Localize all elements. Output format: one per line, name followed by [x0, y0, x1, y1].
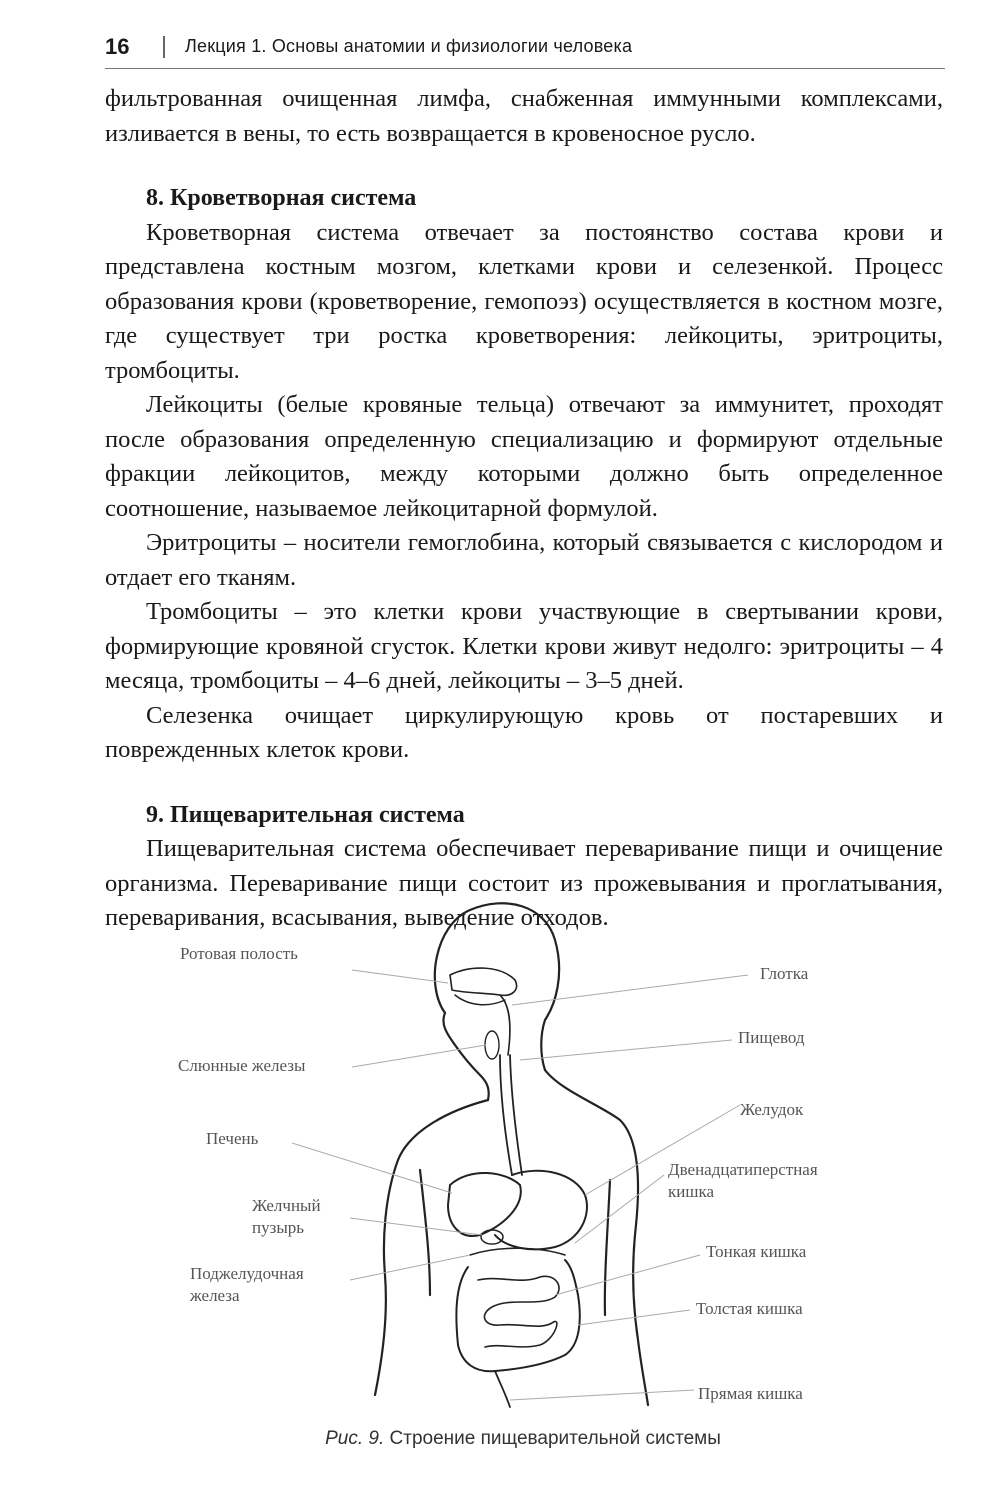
body-text [105, 82, 943, 936]
gallbladder-shape [481, 1230, 503, 1244]
label-oral-cavity: Ротовая полость [180, 944, 298, 963]
label-liver: Печень [206, 1129, 259, 1148]
label-gallbladder: Желчный пузырь [252, 1196, 321, 1237]
small-intestine-shape [478, 1276, 559, 1347]
label-small-intestine: Тонкая кишка [706, 1242, 807, 1261]
esophagus-tube [510, 1055, 522, 1175]
leader-line [352, 1045, 486, 1067]
leader-line [292, 1143, 452, 1193]
torso-left-outline [375, 1100, 488, 1395]
oral-cavity-shape [450, 968, 517, 995]
torso-right-outline [545, 1070, 648, 1405]
section-8-paragraph: Кроветворная система отвечает за постоянство состава крови и представлена костным мозгом, клетками крови и селезенкой. Процесс образования крови (кроветворение, гемопоэз) осуществляется в костном мозге, где существует три ростка кроветворения: лейкоциты, эритроциты, тромбоциты. [105, 218, 943, 384]
figure-caption [0, 1428, 1000, 1450]
pancreas-shape [470, 1248, 565, 1255]
leader-line [350, 1218, 482, 1235]
rectum-shape [495, 1371, 510, 1407]
running-title: Лекция 1. Основы анатомии и физиологии человека [185, 36, 633, 56]
label-duodenum: Двенадцатиперстная кишка [668, 1160, 818, 1201]
section-9-heading: 9. Пищеварительная система [146, 801, 465, 828]
section-8-paragraph: Эритроциты – носители гемоглобина, который связывается с кислородом и отдает его тканям. [105, 529, 943, 591]
leader-line [555, 1255, 700, 1295]
label-pancreas: Поджелудочная железа [190, 1264, 304, 1305]
leader-line [575, 1175, 664, 1243]
caption-prefix: Рис. 9. [325, 1428, 385, 1449]
pharynx-tube [500, 995, 510, 1055]
section-gap [105, 151, 943, 181]
leader-line [352, 970, 448, 983]
face-outline [443, 1013, 488, 1100]
leader-line [512, 975, 748, 1005]
digestive-system-figure [0, 895, 1000, 1415]
arm-right-inner [605, 1180, 610, 1315]
section-8-paragraph: Тромбоциты – это клетки крови участвующие в свертывании крови, формирующие кровяной сгусток. Клетки крови живут недолго: эритроциты – 4 месяца, тромбоциты – 4–6 дней, лейкоциты – 3–5 дней. [105, 598, 943, 694]
page-number: 16 [105, 34, 130, 59]
label-large-intestine: Толстая кишка [696, 1299, 803, 1318]
digestive-diagram [0, 895, 1000, 1415]
label-esophagus: Пищевод [738, 1028, 805, 1047]
head-outline [435, 903, 559, 1070]
salivary-gland-shape [485, 1031, 499, 1059]
leader-line [520, 1040, 732, 1060]
intro-paragraph: фильтрованная очищенная лимфа, снабженная иммунными комплексами, изливается в вены, то есть возвращается в кровеносное русло. [105, 85, 943, 147]
large-intestine-shape [456, 1260, 579, 1371]
section-8-paragraph: Лейкоциты (белые кровяные тельца) отвечают за иммунитет, проходят после образования определенную специализацию и формируют отдельные фракции лейкоцитов, между которыми должно быть определенное соотношение, называемое лейкоцитарной формулой. [105, 391, 943, 522]
tongue-shape [455, 995, 505, 1005]
header-separator [163, 36, 165, 58]
page-header [105, 30, 945, 66]
arm-left-inner [420, 1170, 430, 1295]
label-rectum: Прямая кишка [698, 1384, 803, 1403]
label-salivary-glands: Слюнные железы [178, 1056, 306, 1075]
leader-line [350, 1255, 470, 1280]
stomach-shape [495, 1171, 587, 1250]
section-8-paragraph: Селезенка очищает циркулирующую кровь от постаревших и поврежденных клеток крови. [105, 701, 943, 763]
label-stomach: Желудок [740, 1100, 804, 1119]
section-8-heading: 8. Кроветворная система [146, 185, 417, 211]
label-pharynx: Глотка [760, 964, 809, 983]
liver-shape [448, 1173, 521, 1236]
section-9-paragraph: Пищеварительная система обеспечивает переваривание пищи и очищение организма. Переваривание пищи состоит из прожевывания и проглатывания, переваривания, всасывания, выведение отходов. [105, 835, 943, 931]
header-rule [105, 68, 945, 69]
section-gap [105, 768, 943, 798]
leader-line [510, 1390, 694, 1400]
caption-text: Строение пищеварительной системы [389, 1428, 721, 1449]
